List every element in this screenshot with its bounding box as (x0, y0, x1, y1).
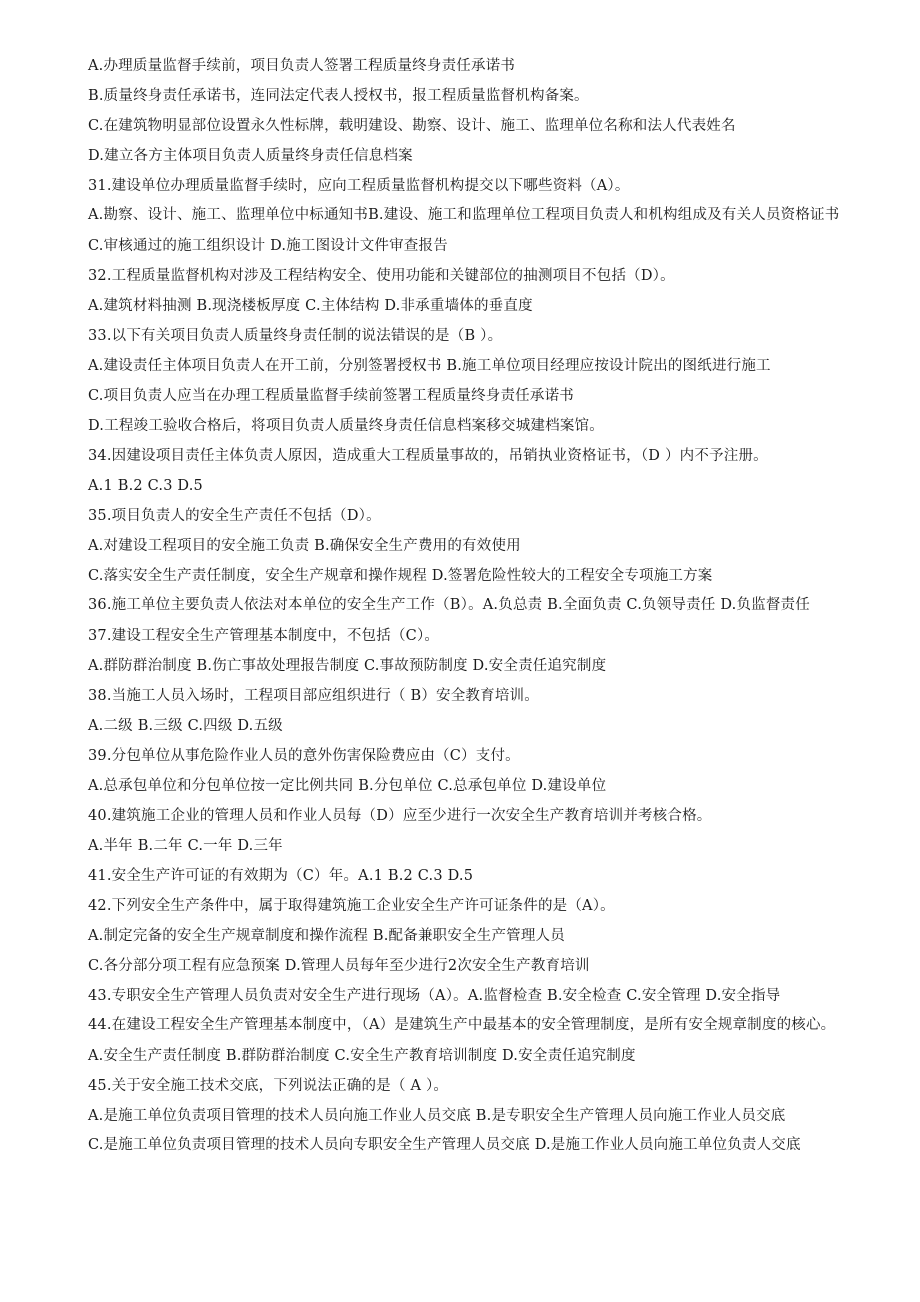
text-line: C.各分部分项工程有应急预案 D.管理人员每年至少进行2次安全生产教育培训 (88, 958, 590, 974)
question-line: 39.分包单位从事危险作业人员的意外伤害保险费应由（C）支付。 (88, 748, 520, 764)
document-body (56, 51, 868, 1161)
question-line: 42.下列安全生产条件中，属于取得建筑施工企业安全生产许可证条件的是（A）。 (88, 898, 615, 914)
text-line: A.制定完备的安全生产规章制度和操作流程 B.配备兼职安全生产管理人员 (88, 928, 565, 944)
text-line: A.1 B.2 C.3 D.5 (88, 478, 203, 494)
question-line: 35.项目负责人的安全生产责任不包括（D）。 (88, 508, 381, 524)
text-line: C.在建筑物明显部位设置永久性标牌，载明建设、勘察、设计、施工、监理单位名称和法人代表姓名 (88, 118, 736, 134)
text-line: A.总承包单位和分包单位按一定比例共同 B.分包单位 C.总承包单位 D.建设单位 (88, 778, 607, 794)
question-line: 38.当施工人员入场时，工程项目部应组织进行（ B）安全教育培训。 (88, 688, 539, 704)
question-line: 44.在建设工程安全生产管理基本制度中，（A）是建筑生产中最基本的安全管理制度，是所有安全规章制度的核心。 (88, 1017, 836, 1033)
text-line: A.建筑材料抽测 B.现浇楼板厚度 C.主体结构 D.非承重墙体的垂直度 (88, 298, 533, 314)
text-line: A.建设责任主体项目负责人在开工前，分别签署授权书 B.施工单位项目经理应按设计院出的图纸进行施工 (88, 358, 771, 374)
question-line: 45.关于安全施工技术交底，下列说法正确的是（ A ）。 (88, 1078, 449, 1094)
text-line: A.勘察、设计、施工、监理单位中标通知书B.建设、施工和监理单位工程项目负责人和机构组成及有关人员资格证书 (88, 207, 840, 223)
text-line: A.办理质量监督手续前，项目负责人签署工程质量终身责任承诺书 (88, 58, 516, 74)
text-line: B.质量终身责任承诺书，连同法定代表人授权书，报工程质量监督机构备案。 (88, 88, 589, 104)
text-line: A.半年 B.二年 C.一年 D.三年 (88, 838, 283, 854)
question-line: 43.专职安全生产管理人员负责对安全生产进行现场（A）。A.监督检查 B.安全检查 C.安全管理 D.安全指导 (88, 988, 781, 1004)
question-line: 31.建设单位办理质量监督手续时，应向工程质量监督机构提交以下哪些资料（A）。 (88, 178, 630, 194)
text-line: A.群防群治制度 B.伤亡事故处理报告制度 C.事故预防制度 D.安全责任追究制度 (88, 658, 607, 674)
question-line: 36.施工单位主要负责人依法对本单位的安全生产工作（B）。A.负总责 B.全面负责 C.负领导责任 D.负监督责任 (88, 597, 810, 613)
text-line: C.落实安全生产责任制度，安全生产规章和操作规程 D.签署危险性较大的工程安全专项施工方案 (88, 568, 713, 584)
question-line: 41.安全生产许可证的有效期为（C）年。A.1 B.2 C.3 D.5 (88, 868, 474, 884)
text-line: D.建立各方主体项目负责人质量终身责任信息档案 (88, 148, 413, 164)
text-line: A.二级 B.三级 C.四级 D.五级 (88, 718, 283, 734)
question-line: 40.建筑施工企业的管理人员和作业人员每（D）应至少进行一次安全生产教育培训并考核合格。 (88, 808, 712, 824)
text-line: A.安全生产责任制度 B.群防群治制度 C.安全生产教育培训制度 D.安全责任追究制度 (88, 1048, 636, 1064)
text-line: A.是施工单位负责项目管理的技术人员向施工作业人员交底 B.是专职安全生产管理人员向施工作业人员交底 (88, 1108, 786, 1124)
text-line: D.工程竣工验收合格后，将项目负责人质量终身责任信息档案移交城建档案馆。 (88, 418, 604, 434)
question-line: 37.建设工程安全生产管理基本制度中，不包括（C）。 (88, 628, 440, 644)
text-line: A.对建设工程项目的安全施工负责 B.确保安全生产费用的有效使用 (88, 538, 521, 554)
text-line: C.审核通过的施工组织设计 D.施工图设计文件审查报告 (88, 238, 448, 254)
question-line: 34.因建设项目责任主体负责人原因，造成重大工程质量事故的，吊销执业资格证书，（D ）内不予注册。 (88, 448, 768, 464)
question-line: 33.以下有关项目负责人质量终身责任制的说法错误的是（B ）。 (88, 328, 503, 344)
text-line: C.是施工单位负责项目管理的技术人员向专职安全生产管理人员交底 D.是施工作业人员向施工单位负责人交底 (88, 1137, 801, 1153)
text-line: C.项目负责人应当在办理工程质量监督手续前签署工程质量终身责任承诺书 (88, 388, 574, 404)
question-line: 32.工程质量监督机构对涉及工程结构安全、使用功能和关键部位的抽测项目不包括（D）。 (88, 268, 675, 284)
